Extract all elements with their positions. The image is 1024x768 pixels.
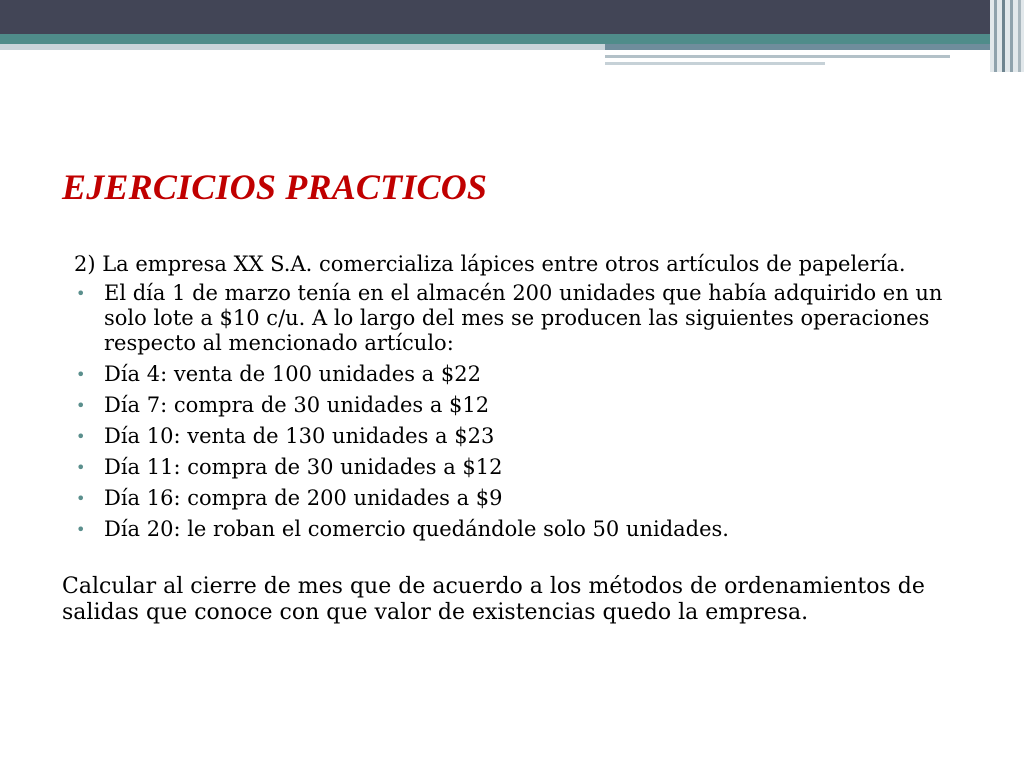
list-item — [62, 455, 962, 480]
list-item — [62, 393, 962, 418]
header-line — [605, 62, 825, 65]
header-corner-stripes — [990, 0, 1024, 72]
list-item — [62, 362, 962, 387]
intro-paragraph: 2) La empresa XX S.A. comercializa lápices entre otros artículos de papelería. — [74, 252, 906, 276]
closing-paragraph: Calcular al cierre de mes que de acuerdo a los métodos de ordenamientos de salidas que conoce con que valor de existencias quedo la empresa. — [62, 574, 925, 625]
header-teal-band — [0, 34, 990, 44]
header-line — [605, 55, 950, 58]
bullet-text: Día 16: compra de 200 unidades a $9 — [104, 486, 503, 510]
bullet-text: El día 1 de marzo tenía en el almacén 200 unidades que había adquirido en un solo lote a $10 c/u. A lo largo del mes se producen las siguientes operaciones respecto al mencionado artículo: — [104, 281, 943, 355]
bullet-icon: • — [76, 427, 86, 446]
bullet-list — [62, 281, 962, 542]
list-item — [62, 424, 962, 449]
bullet-text: Día 4: venta de 100 unidades a $22 — [104, 362, 481, 386]
bullet-icon: • — [76, 458, 86, 477]
bullet-icon: • — [76, 520, 86, 539]
list-item — [62, 281, 962, 356]
bullet-icon: • — [76, 365, 86, 384]
slide-body — [62, 252, 962, 626]
bullet-icon: • — [76, 396, 86, 415]
list-item — [62, 486, 962, 511]
bullet-icon: • — [76, 284, 86, 303]
header-dark-band — [0, 0, 990, 34]
bullet-text: Día 10: venta de 130 unidades a $23 — [104, 424, 495, 448]
bullet-text: Día 11: compra de 30 unidades a $12 — [104, 455, 503, 479]
header-line — [605, 44, 990, 50]
slide-title: EJERCICIOS PRACTICOS — [62, 167, 488, 207]
list-item — [62, 517, 962, 542]
bullet-icon: • — [76, 489, 86, 508]
bullet-text: Día 20: le roban el comercio quedándole solo 50 unidades. — [104, 517, 729, 541]
header-line — [0, 44, 605, 50]
bullet-text: Día 7: compra de 30 unidades a $12 — [104, 393, 490, 417]
